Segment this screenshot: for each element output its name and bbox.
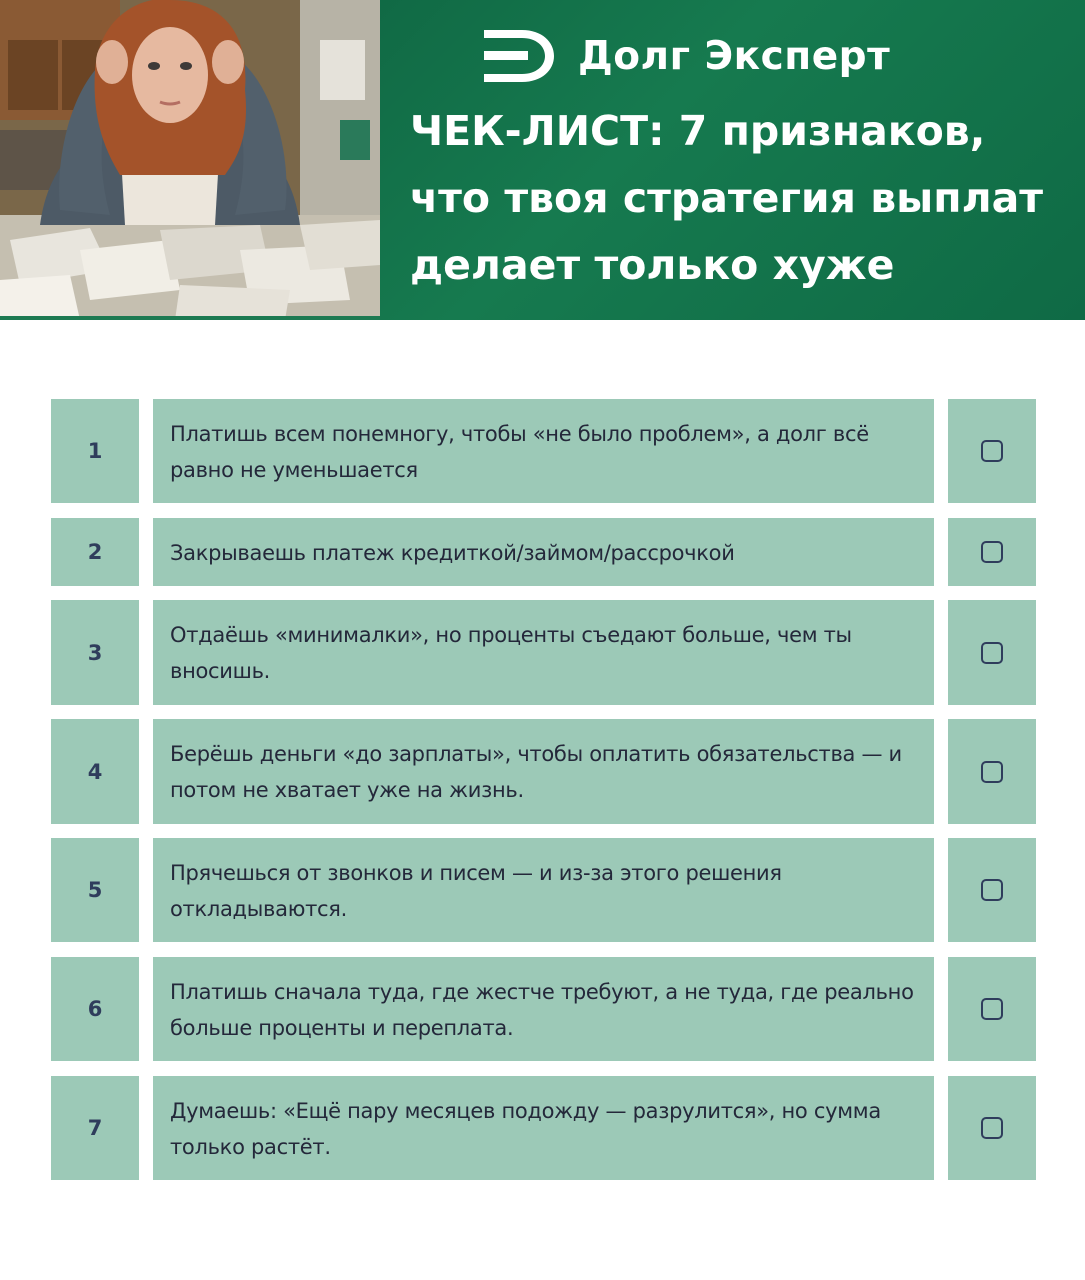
checkbox-icon[interactable]	[981, 879, 1003, 901]
page-title	[410, 98, 1070, 299]
title-line: что твоя стратегия выплат	[410, 174, 1044, 222]
item-checkbox[interactable]	[948, 399, 1036, 503]
item-number: 1	[51, 399, 139, 503]
checklist-row	[51, 719, 1036, 824]
item-number: 5	[51, 838, 139, 942]
stressed-woman-illustration	[0, 0, 380, 320]
title-line: делает только хуже	[410, 241, 895, 289]
item-number: 7	[51, 1076, 139, 1180]
item-text: Думаешь: «Ещё пару месяцев подожду — разрулится», но сумма только растёт.	[153, 1076, 934, 1180]
checkbox-icon[interactable]	[981, 761, 1003, 783]
item-checkbox[interactable]	[948, 1076, 1036, 1180]
checkbox-icon[interactable]	[981, 642, 1003, 664]
item-number: 6	[51, 957, 139, 1061]
checkbox-icon[interactable]	[981, 1117, 1003, 1139]
item-number: 2	[51, 518, 139, 586]
brand	[478, 22, 890, 90]
title-line: ЧЕК-ЛИСТ: 7 признаков,	[410, 107, 986, 155]
checklist-row	[51, 600, 1036, 705]
brand-name: Долг Эксперт	[578, 33, 891, 79]
item-number: 3	[51, 600, 139, 705]
item-text: Берёшь деньги «до зарплаты», чтобы оплатить обязательства — и потом не хватает уже на жизнь.	[153, 719, 934, 824]
checklist-row	[51, 1076, 1036, 1180]
item-checkbox[interactable]	[948, 838, 1036, 942]
checkbox-icon[interactable]	[981, 998, 1003, 1020]
checklist-row	[51, 957, 1036, 1061]
item-text: Закрываешь платеж кредиткой/займом/рассрочкой	[153, 518, 934, 586]
checklist-row	[51, 399, 1036, 503]
item-text: Платишь всем понемногу, чтобы «не было проблем», а долг всё равно не уменьшается	[153, 399, 934, 503]
photo-bottom-border	[0, 316, 380, 320]
item-text: Отдаёшь «минималки», но проценты съедают больше, чем ты вносишь.	[153, 600, 934, 705]
checkbox-icon[interactable]	[981, 541, 1003, 563]
item-checkbox[interactable]	[948, 719, 1036, 824]
header-banner	[0, 0, 1085, 320]
item-text: Платишь сначала туда, где жестче требуют, а не туда, где реально больше проценты и переплата.	[153, 957, 934, 1061]
checklist-row	[51, 518, 1036, 586]
item-checkbox[interactable]	[948, 957, 1036, 1061]
checkbox-icon[interactable]	[981, 440, 1003, 462]
checklist-row	[51, 838, 1036, 942]
brand-logo-icon	[478, 24, 558, 88]
header-photo	[0, 0, 380, 320]
item-number: 4	[51, 719, 139, 824]
item-checkbox[interactable]	[948, 518, 1036, 586]
item-checkbox[interactable]	[948, 600, 1036, 705]
item-text: Прячешься от звонков и писем — и из-за этого решения откладываются.	[153, 838, 934, 942]
